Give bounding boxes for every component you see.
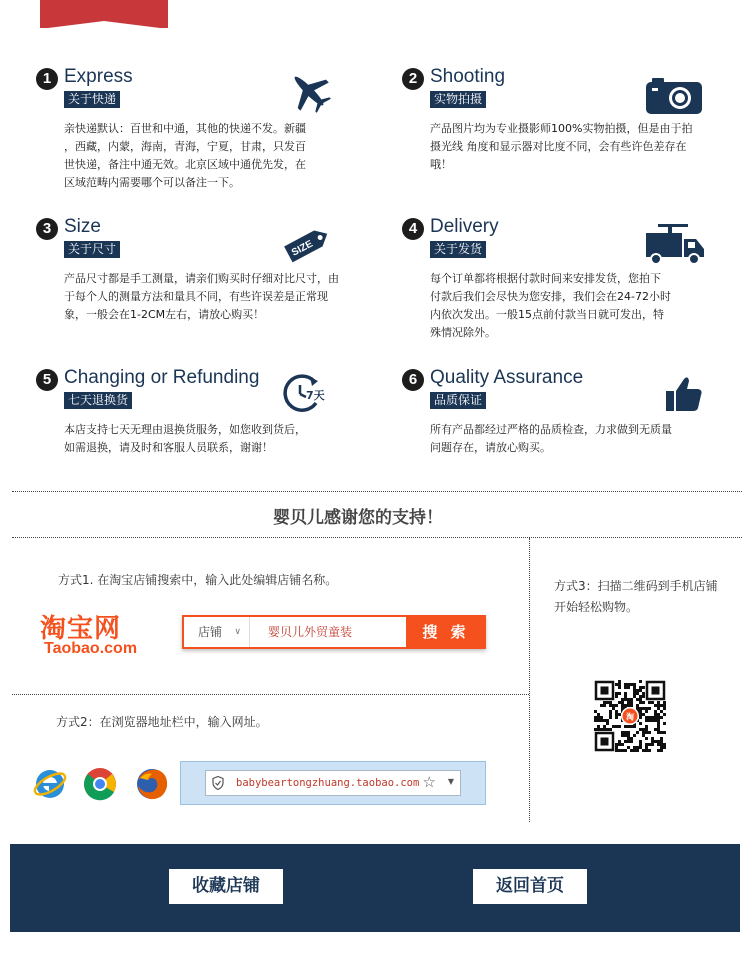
service-title: Express bbox=[64, 66, 133, 87]
service-body: 所有产品都经过严格的品质检查，力求做到无质量 问题存在，请放心购买。 bbox=[430, 423, 672, 454]
camera-icon bbox=[644, 76, 704, 116]
step-number: 1 bbox=[36, 68, 58, 90]
service-subtitle: 七天退换货 bbox=[64, 392, 132, 409]
shield-icon bbox=[212, 776, 224, 790]
chrome-icon bbox=[82, 766, 118, 802]
divider bbox=[12, 491, 742, 492]
service-title: Quality Assurance bbox=[430, 367, 584, 388]
home-button[interactable]: 返回首页 bbox=[473, 869, 587, 904]
service-express bbox=[42, 66, 364, 192]
service-subtitle: 关于尺寸 bbox=[64, 241, 120, 258]
service-title: Delivery bbox=[430, 216, 499, 237]
service-subtitle: 关于发货 bbox=[430, 241, 486, 258]
divider bbox=[12, 537, 742, 538]
method1-text: 方式1. 在淘宝店铺搜索中，输入此处编辑店铺名称。 bbox=[58, 573, 338, 587]
method2-text: 方式2：在浏览器地址栏中，输入网址。 bbox=[56, 715, 268, 729]
qr-center-logo: 淘 bbox=[626, 712, 634, 722]
service-body: 产品图片均为专业摄影师100%实物拍摄，但是由于拍 摄光线 角度和显示器对比度不同，会有些许色差存在 哦！ bbox=[430, 122, 693, 171]
step-number: 6 bbox=[402, 369, 424, 391]
step-number: 4 bbox=[402, 218, 424, 240]
favorite-shop-button[interactable]: 收藏店铺 bbox=[169, 869, 283, 904]
step-number: 2 bbox=[402, 68, 424, 90]
star-icon[interactable]: ☆ bbox=[422, 773, 436, 791]
service-subtitle: 实物拍摄 bbox=[430, 91, 486, 108]
url-field[interactable] bbox=[205, 770, 461, 796]
service-body: 本店支持七天无理由退换货服务，如您收到货后， 如需退换，请及时和客服人员联系，谢谢！ bbox=[64, 423, 306, 454]
search-input[interactable]: 婴贝儿外贸童装 bbox=[268, 625, 353, 639]
step-number: 3 bbox=[36, 218, 58, 240]
ie-icon bbox=[32, 766, 68, 802]
shop-search-bar[interactable] bbox=[182, 615, 486, 649]
svg-text:7天: 7天 bbox=[306, 389, 325, 402]
browser-address-bar[interactable] bbox=[180, 761, 486, 805]
service-body: 每个订单都将根据付款时间来安排发货，您拍下 付款后我们会尽快为您安排，我们会在24-72小时 内依次发出。一般15点前付款当日就可发出，特 殊情况除外。 bbox=[430, 272, 671, 339]
qr-code bbox=[594, 680, 666, 752]
taobao-logo: 淘宝网 bbox=[40, 614, 122, 644]
header-ribbon bbox=[40, 0, 168, 28]
service-shooting bbox=[408, 66, 730, 174]
divider bbox=[12, 694, 529, 695]
service-subtitle: 关于快递 bbox=[64, 91, 120, 108]
footer-bar bbox=[10, 844, 740, 932]
truck-icon bbox=[644, 222, 706, 266]
thanks-heading: 婴贝儿感谢您的支持！ bbox=[273, 508, 443, 528]
service-subtitle: 品质保证 bbox=[430, 392, 486, 409]
thumbs-up-icon bbox=[664, 375, 704, 413]
seven-day-clock-icon bbox=[282, 373, 332, 415]
service-title: Changing or Refunding bbox=[64, 367, 260, 388]
search-button[interactable]: 搜 索 bbox=[406, 615, 486, 649]
taobao-logo-en: Taobao.com bbox=[44, 640, 138, 657]
service-body: 产品尺寸都是手工测量，请亲们购买时仔细对比尺寸，由 于每个人的测量方法和量具不同，有些许误差是正常现 象，一般会在1-2CM左右，请放心购买！ bbox=[64, 272, 339, 321]
url-text: babybeartongzhuang.taobao.com bbox=[236, 777, 420, 789]
divider bbox=[529, 538, 530, 822]
dropdown-arrow-icon[interactable]: ▼ bbox=[447, 777, 454, 786]
svg-text:SIZE: SIZE bbox=[289, 238, 315, 259]
chevron-down-icon: ∨ bbox=[234, 627, 241, 637]
service-title: Size bbox=[64, 216, 101, 237]
method3-text: 方式3：扫描二维码到手机店铺开始轻松购物。 bbox=[554, 579, 718, 614]
service-size bbox=[42, 216, 364, 324]
size-tag-icon bbox=[280, 224, 332, 266]
airplane-icon bbox=[286, 68, 332, 114]
service-delivery bbox=[408, 216, 730, 342]
service-changing-refunding bbox=[42, 367, 364, 457]
service-body: 亲快递默认：百世和中通，其他的快递不发。新疆 ，西藏，内蒙，海南，青海，宁夏，甘肃，只发百 世快递，备注中通无效。北京区域中通优先发，在 区域范畴内需要哪个可以备注一下。 bbox=[64, 122, 306, 189]
service-title: Shooting bbox=[430, 66, 506, 87]
step-number: 5 bbox=[36, 369, 58, 391]
search-scope-select[interactable]: 店铺 ∨ bbox=[184, 617, 250, 647]
firefox-icon bbox=[134, 766, 170, 802]
service-quality-assurance bbox=[408, 367, 730, 457]
